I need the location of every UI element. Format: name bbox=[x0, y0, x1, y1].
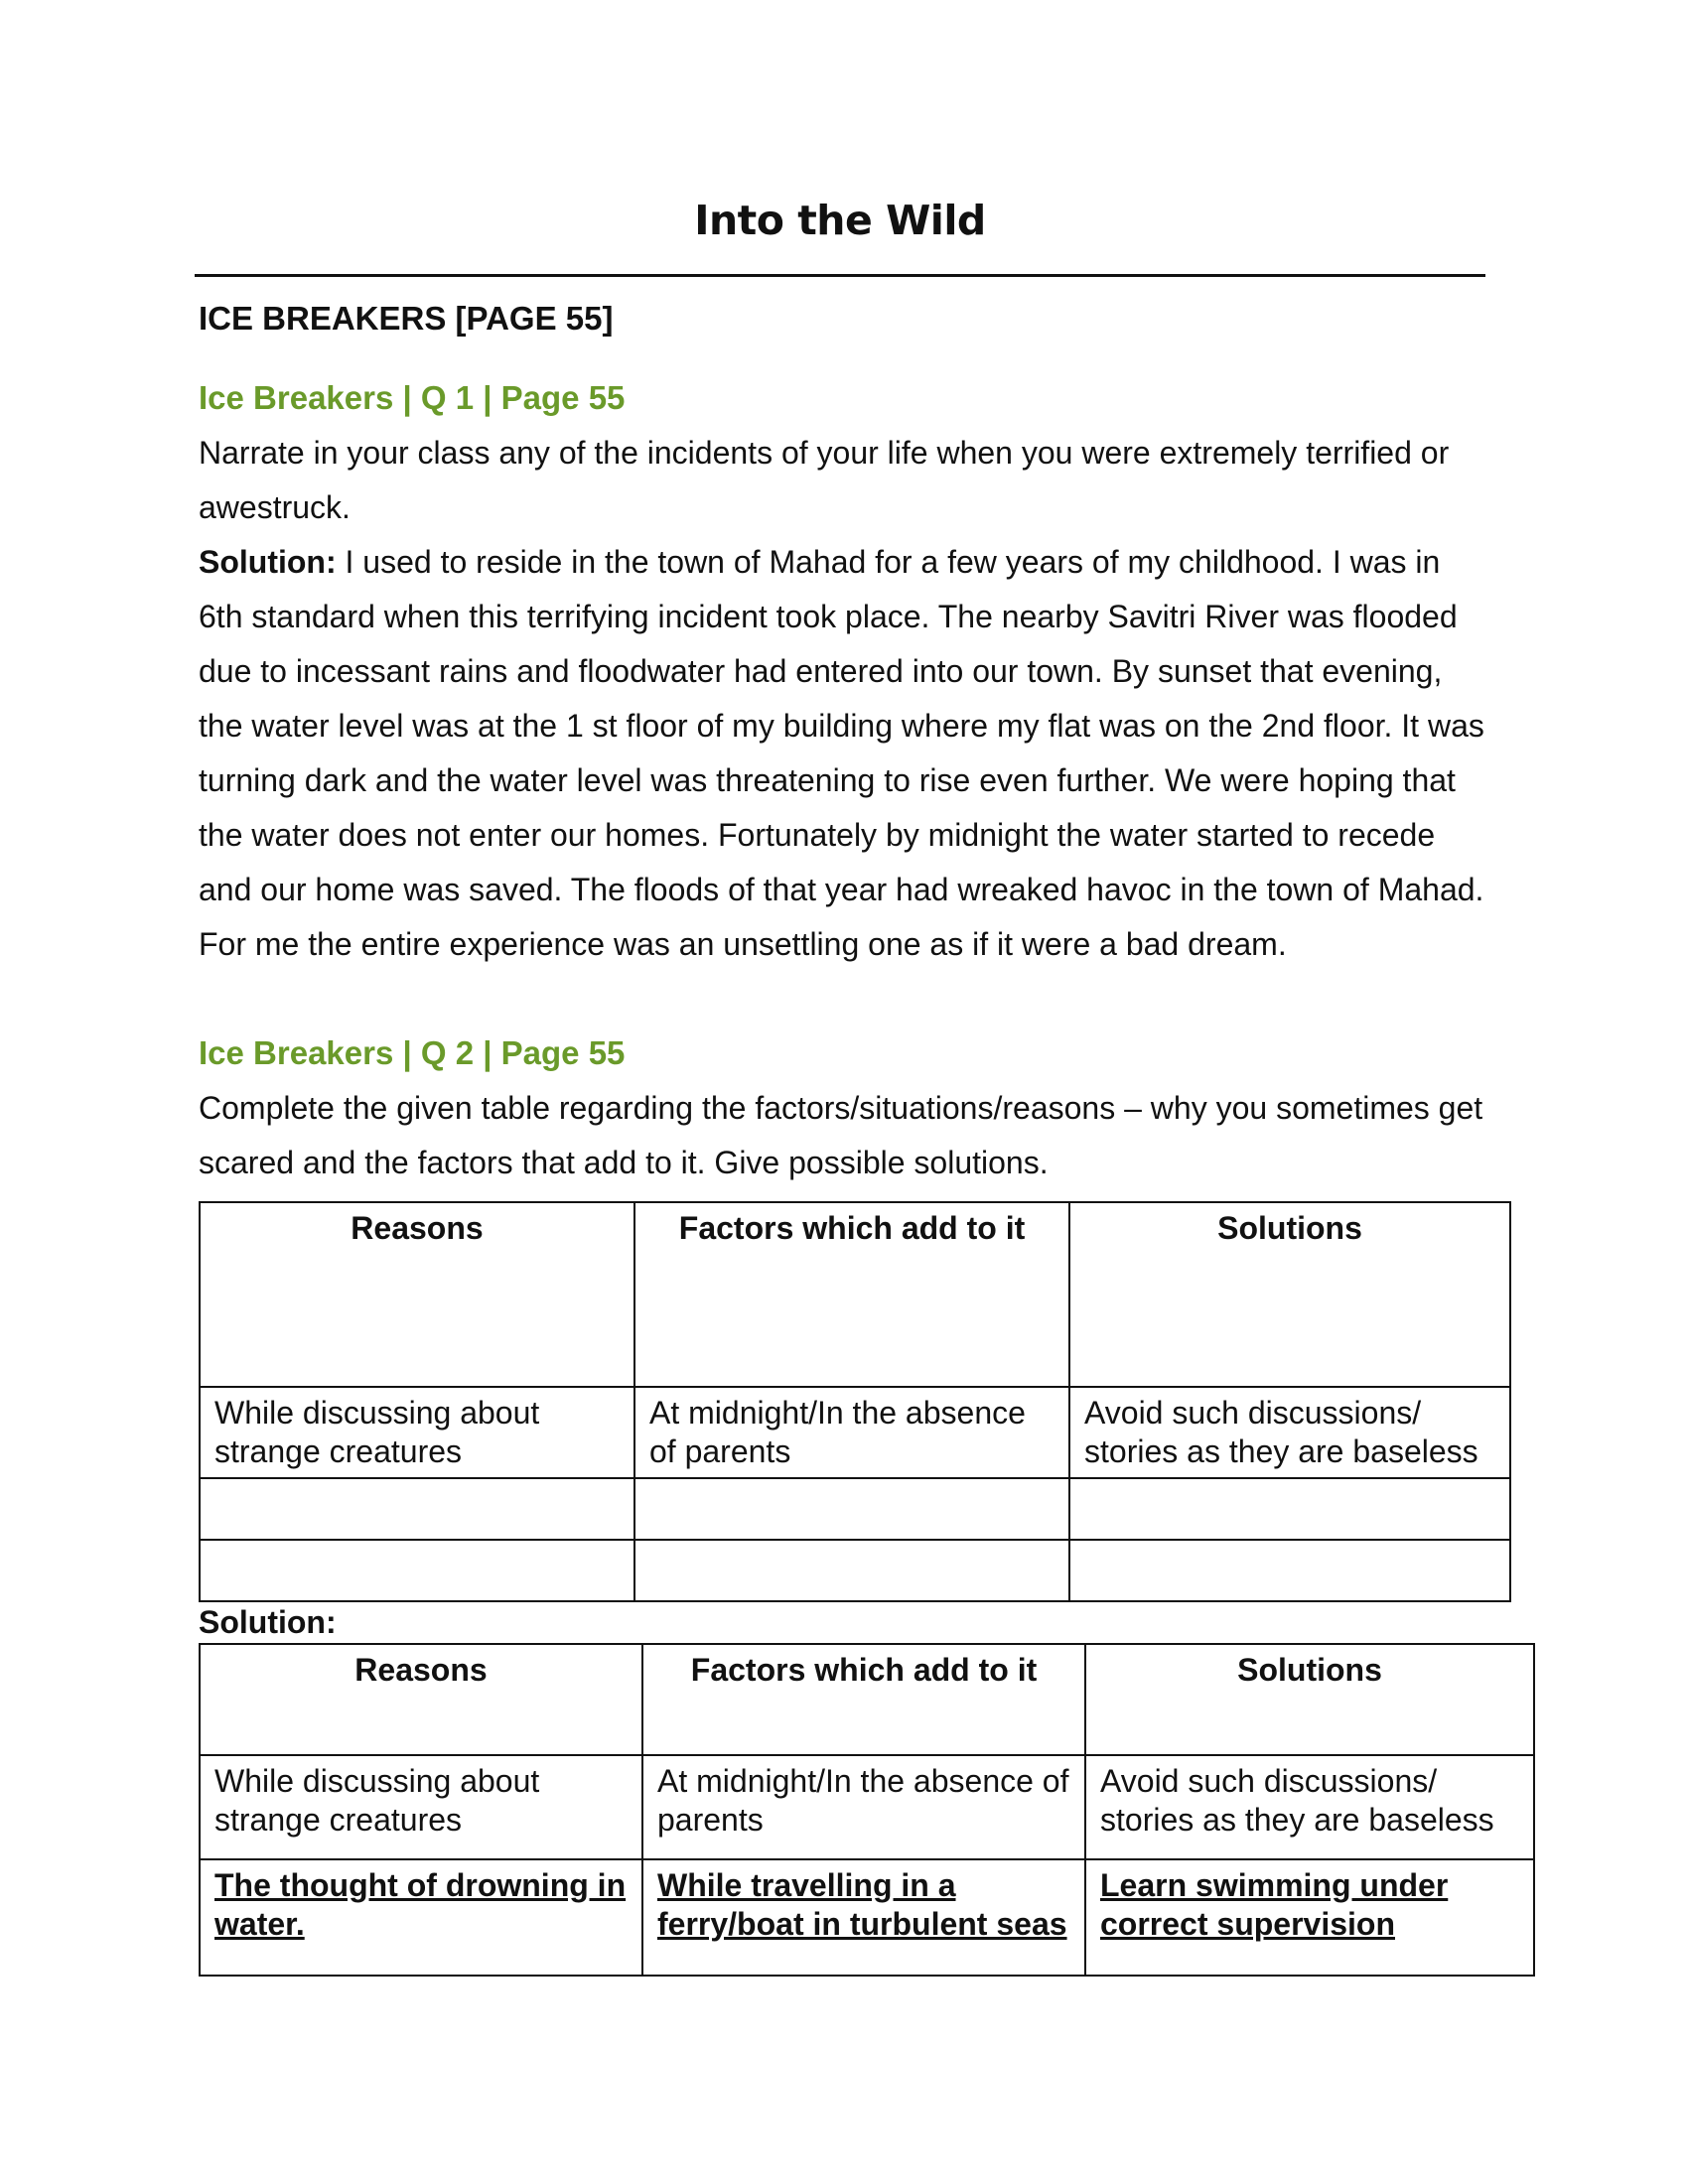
answer-cell: Learn swimming under correct supervision bbox=[1085, 1859, 1534, 1976]
question-1-solution bbox=[199, 535, 1489, 972]
table-cell bbox=[634, 1478, 1069, 1540]
table-cell: While discussing about strange creatures bbox=[200, 1387, 634, 1478]
table-cell: Avoid such discussions/ stories as they are baseless bbox=[1085, 1755, 1534, 1859]
table-header-row bbox=[200, 1644, 1534, 1755]
table-row bbox=[200, 1387, 1510, 1478]
question-2-heading: Ice Breakers | Q 2 | Page 55 bbox=[199, 1034, 626, 1071]
table-cell bbox=[200, 1478, 634, 1540]
table-header-row bbox=[200, 1202, 1510, 1387]
solution-table bbox=[199, 1643, 1535, 1977]
column-header: Reasons bbox=[200, 1644, 642, 1755]
section-heading: ICE BREAKERS [PAGE 55] bbox=[199, 300, 614, 337]
answer-cell: The thought of drowning in water. bbox=[200, 1859, 642, 1976]
answer-cell: While travelling in a ferry/boat in turbulent seas bbox=[642, 1859, 1085, 1976]
column-header: Solutions bbox=[1085, 1644, 1534, 1755]
column-header: Factors which add to it bbox=[642, 1644, 1085, 1755]
question-2-text: Complete the given table regarding the factors/situations/reasons – why you sometimes get scared and the factors that add to it. Give possible solutions. bbox=[199, 1090, 1483, 1180]
table-cell bbox=[200, 1540, 634, 1601]
solution-label: Solution: bbox=[199, 544, 337, 580]
solution-label: Solution: bbox=[199, 1604, 337, 1640]
table-cell bbox=[634, 1540, 1069, 1601]
column-header: Reasons bbox=[200, 1202, 634, 1387]
question-table bbox=[199, 1201, 1511, 1602]
table-row bbox=[200, 1478, 1510, 1540]
column-header: Factors which add to it bbox=[634, 1202, 1069, 1387]
column-header: Solutions bbox=[1069, 1202, 1510, 1387]
table-cell: Avoid such discussions/ stories as they are baseless bbox=[1069, 1387, 1510, 1478]
page-title: Into the Wild bbox=[694, 197, 986, 244]
table-cell: At midnight/In the absence of parents bbox=[642, 1755, 1085, 1859]
table-cell: At midnight/In the absence of parents bbox=[634, 1387, 1069, 1478]
solution-text: I used to reside in the town of Mahad for a few years of my childhood. I was in 6th standard when this terrifying incident took place. The nearby Savitri River was flooded due to incessant rains and floodwater had entered into our town. By sunset that evening, the water level was at the 1 st floor of my building where my flat was on the 2nd floor. It was turning dark and the water level was threatening to rise even further. We were hoping that the water does not enter our homes. Fortunately by midnight the water started to recede and our home was saved. The floods of that year had wreaked havoc in the town of Mahad. For me the entire experience was an unsettling one as if it were a bad dream. bbox=[199, 544, 1484, 962]
question-1-text: Narrate in your class any of the incidents of your life when you were extremely terrified or awestruck. bbox=[199, 435, 1450, 525]
table-cell bbox=[1069, 1478, 1510, 1540]
table-row bbox=[200, 1540, 1510, 1601]
title-divider bbox=[195, 274, 1485, 277]
question-1-heading: Ice Breakers | Q 1 | Page 55 bbox=[199, 379, 626, 416]
table-cell bbox=[1069, 1540, 1510, 1601]
table-row bbox=[200, 1859, 1534, 1976]
table-cell: While discussing about strange creatures bbox=[200, 1755, 642, 1859]
table-row bbox=[200, 1755, 1534, 1859]
